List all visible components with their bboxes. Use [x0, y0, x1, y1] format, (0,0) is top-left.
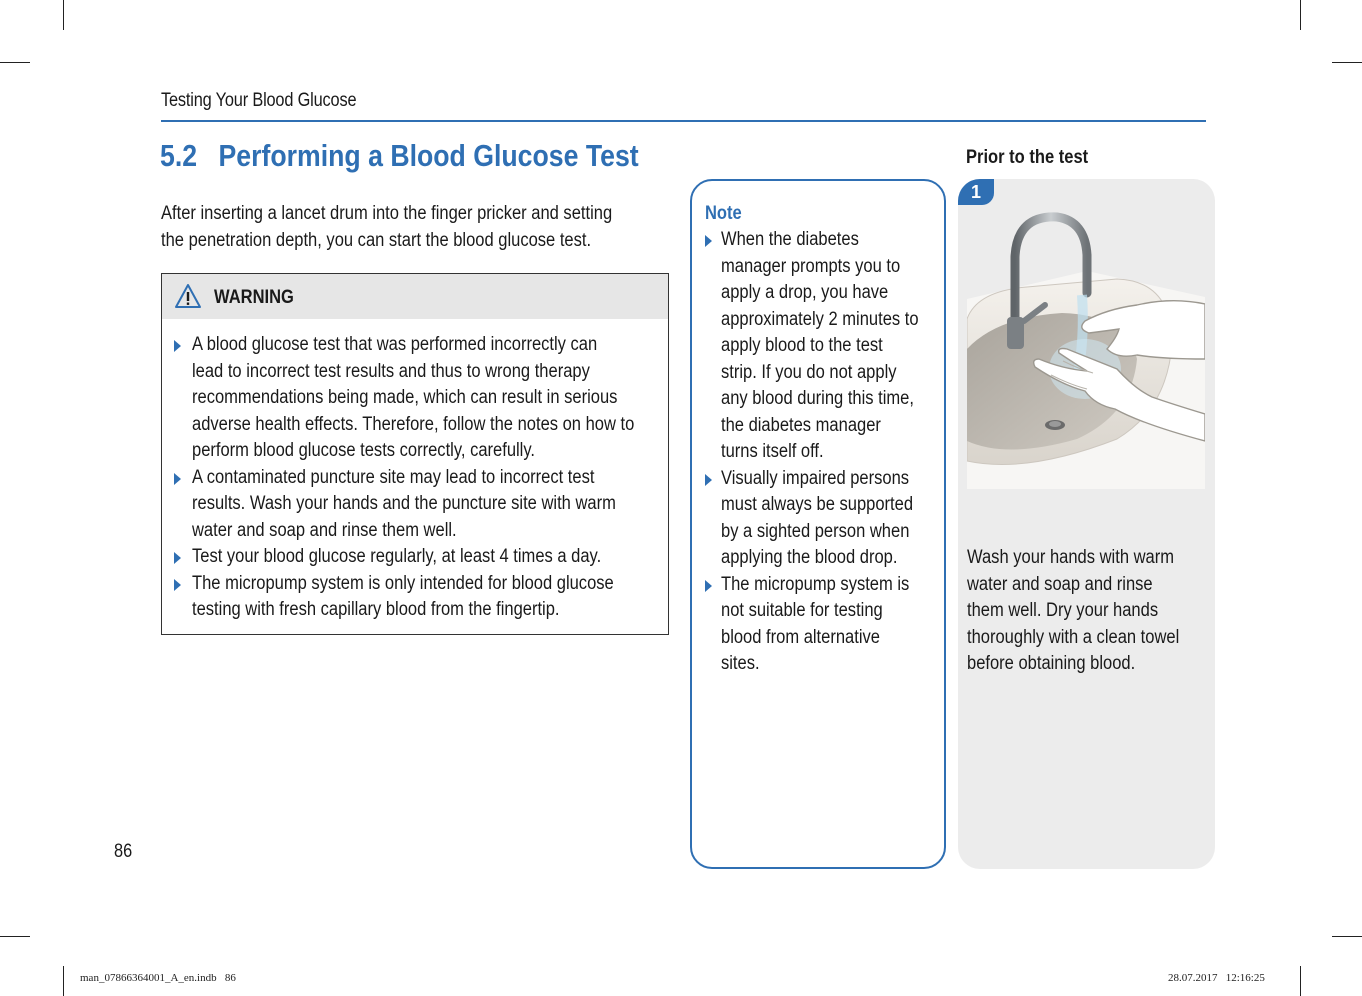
warning-item	[162, 332, 700, 465]
warning-triangle-icon	[174, 283, 202, 309]
header-rule	[161, 120, 1206, 122]
hand-washing-illustration	[967, 209, 1205, 489]
warning-item	[162, 465, 700, 545]
bullet-arrow-icon	[174, 552, 181, 564]
note-line: by a sighted person when	[721, 520, 910, 542]
step-line: them well. Dry your hands	[967, 600, 1159, 621]
step-line: water and soap and rinse	[967, 573, 1153, 595]
step-line: before obtaining blood.	[967, 653, 1136, 674]
bullet-arrow-icon	[174, 473, 181, 485]
note-line: apply blood to the test	[721, 335, 883, 356]
warning-line: perform blood glucose tests correctly, carefully.	[192, 440, 535, 461]
print-slug-file: man_07866364001_A_en.indb 86	[80, 972, 236, 984]
crop-mark	[0, 936, 30, 937]
note-item	[692, 572, 948, 678]
note-title: Note	[705, 203, 742, 224]
page-number: 86	[114, 841, 133, 862]
crop-mark	[1300, 966, 1301, 996]
note-line: Visually impaired persons	[721, 467, 910, 489]
note-line: manager prompts you to	[721, 255, 901, 277]
prior-label: Prior to the test	[966, 147, 1089, 168]
crop-mark	[1332, 62, 1362, 63]
note-line: When the diabetes	[721, 229, 859, 250]
intro-line: After inserting a lancet drum into the finger pricker and setting	[161, 203, 613, 224]
bullet-arrow-icon	[705, 580, 712, 592]
crop-mark	[0, 62, 30, 63]
warning-line: adverse health effects. Therefore, follow the notes on how to	[192, 413, 635, 435]
warning-list	[162, 332, 700, 624]
intro-paragraph	[161, 200, 612, 254]
note-line: The micropump system is	[721, 573, 910, 595]
running-head: Testing Your Blood Glucose	[161, 90, 357, 111]
note-line: must always be supported	[721, 494, 914, 515]
note-item	[692, 466, 948, 572]
bullet-arrow-icon	[174, 340, 181, 352]
warning-line: water and soap and rinse them well.	[192, 519, 457, 541]
note-box	[690, 179, 946, 869]
warning-title: WARNING	[214, 287, 294, 308]
crop-mark	[63, 0, 64, 30]
bullet-arrow-icon	[174, 579, 181, 591]
section-number: 5.2	[160, 138, 198, 173]
note-line: strip. If you do not apply	[721, 361, 897, 383]
warning-line: testing with fresh capillary blood from the fingertip.	[192, 599, 560, 620]
warning-line: A blood glucose test that was performed incorrectly can	[192, 334, 598, 355]
note-line: applying the blood drop.	[721, 547, 898, 568]
note-line: apply a drop, you have	[721, 282, 889, 303]
section-title	[160, 138, 639, 174]
step-line: thoroughly with a clean towel	[967, 626, 1180, 648]
step-line: Wash your hands with warm	[967, 547, 1175, 568]
note-line: blood from alternative	[721, 626, 880, 648]
note-line: not suitable for testing	[721, 600, 883, 621]
note-line: the diabetes manager	[721, 414, 881, 436]
warning-header	[162, 274, 668, 319]
warning-line: A contaminated puncture site may lead to incorrect test	[192, 466, 595, 488]
crop-mark	[63, 966, 64, 996]
warning-line: lead to incorrect test results and thus to wrong therapy	[192, 360, 590, 382]
warning-line: The micropump system is only intended for blood glucose	[192, 572, 614, 594]
warning-item	[162, 571, 700, 624]
note-line: any blood during this time,	[721, 388, 914, 409]
step-instructions	[967, 545, 1179, 678]
crop-mark	[1300, 0, 1301, 30]
bullet-arrow-icon	[705, 474, 712, 486]
warning-box	[161, 273, 669, 635]
warning-line: Test your blood glucose regularly, at least 4 times a day.	[192, 546, 602, 567]
note-list	[692, 227, 948, 678]
note-line: sites.	[721, 653, 760, 674]
warning-item	[162, 544, 700, 571]
crop-mark	[1332, 936, 1362, 937]
print-slug-date: 28.07.2017 12:16:25	[1168, 972, 1265, 984]
note-item	[692, 227, 948, 466]
note-line: turns itself off.	[721, 441, 824, 462]
intro-line: the penetration depth, you can start the blood glucose test.	[161, 230, 592, 251]
warning-line: results. Wash your hands and the puncture site with warm	[192, 493, 616, 514]
step-panel	[958, 179, 1215, 869]
section-title-text: Performing a Blood Glucose Test	[218, 138, 639, 173]
bullet-arrow-icon	[705, 235, 712, 247]
warning-line: recommendations being made, which can result in serious	[192, 387, 618, 408]
step-number-badge: 1	[958, 179, 994, 205]
note-line: approximately 2 minutes to	[721, 308, 919, 330]
